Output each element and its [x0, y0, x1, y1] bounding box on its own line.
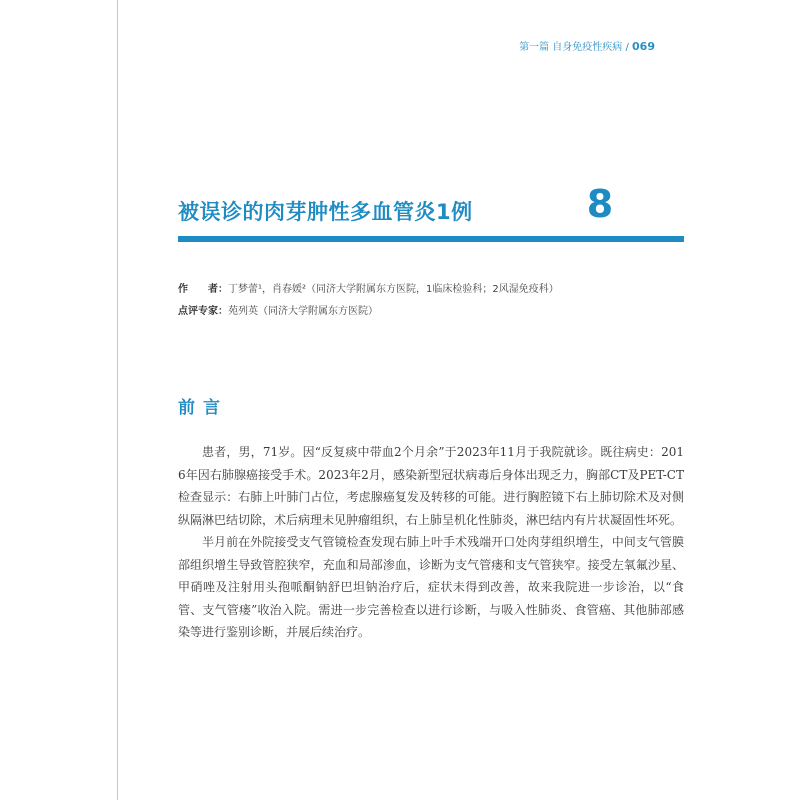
page-fold-line — [117, 0, 118, 800]
header-section: 第一篇 自身免疫性疾病 — [519, 42, 623, 53]
paragraph: 患者，男，71岁。因“反复痰中带血2个月余”于2023年11月于我院就诊。既往病史：2016年因右肺腺癌接受手术。2023年2月，感染新型冠状病毒后身体出现乏力，胸部CT及PET-CT检查显示：右肺上叶肺门占位，考虑腺癌复发及转移的可能。进行胸腔镜下右上肺切除术及对侧纵隔淋巴结切除，术后病理未见肿瘤组织，右上肺呈机化性肺炎，淋巴结内有片状凝固性坏死。 — [178, 445, 684, 527]
chapter-number: 8 — [586, 182, 614, 226]
title-rule — [178, 236, 684, 242]
section-heading: 前言 — [178, 398, 228, 418]
reviewer-label: 点评专家： — [178, 306, 228, 317]
paragraph: 半月前在外院接受支气管镜检查发现右肺上叶手术残端开口处肉芽组织增生，中间支气管膜部组织增生导致管腔狭窄，充血和局部渗血，诊断为支气管瘘和支气管狭窄。接受左氧氟沙星、甲硝唑及注射用头孢哌酮钠舒巴坦钠治疗后，症状未得到改善，故来我院进一步诊治，以“食管、支气管瘘”收治入院。需进一步完善检查以进行诊断，与吸入性肺炎、食管癌、其他肺部感染等进行鉴别诊断，并展后续治疗。 — [178, 535, 684, 639]
body-text — [178, 441, 684, 644]
reviewer-line — [178, 302, 378, 317]
authors-line — [178, 280, 559, 295]
reviewer-text: 苑列英（同济大学附属东方医院） — [228, 306, 378, 317]
running-header — [519, 38, 655, 53]
authors-text: 丁梦蕾¹，肖春媛²（同济大学附属东方医院，1临床检验科；2风湿免疫科） — [228, 284, 559, 295]
authors-label: 作 者： — [178, 284, 228, 295]
header-page-number: 069 — [632, 40, 655, 53]
chapter-title: 被误诊的肉芽肿性多血管炎1例 — [178, 200, 473, 224]
header-separator: / — [622, 42, 633, 53]
